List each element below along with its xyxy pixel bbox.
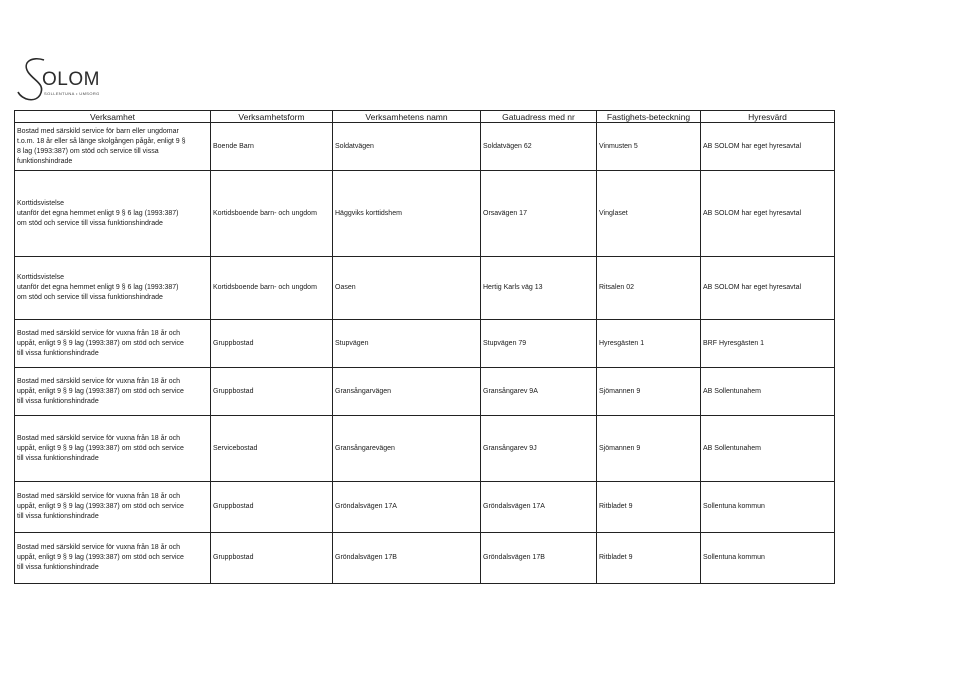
cell-gatuadress: Gransångarev 9A <box>481 368 597 416</box>
cell-verksamhet: Bostad med särskild service för barn eller ungdomar t.o.m. 18 år eller så länge skolgången pågår, enligt 9 § 8 lag (1993:387) om stöd och service till vissa funktionshindrade <box>15 123 211 171</box>
cell-verksamhet: Bostad med särskild service för vuxna från 18 år och uppåt, enligt 9 § 9 lag (1993:387) om stöd och service till vissa funktionshindrade <box>15 416 211 482</box>
cell-verksamhetsform: Gruppbostad <box>211 368 333 416</box>
cell-verksamhetens-namn: Gröndalsvägen 17B <box>333 533 481 584</box>
cell-verksamhet: Bostad med särskild service för vuxna från 18 år och uppåt, enligt 9 § 9 lag (1993:387) om stöd och service till vissa funktionshindrade <box>15 368 211 416</box>
cell-gatuadress: Orsavägen 17 <box>481 171 597 257</box>
cell-gatuadress: Hertig Karls väg 13 <box>481 257 597 320</box>
cell-fastighetsbeteckning: Ritbladet 9 <box>597 482 701 533</box>
col-header-verksamhet: Verksamhet <box>15 111 211 123</box>
cell-verksamhet: Korttidsvistelse utanför det egna hemmet enligt 9 § 6 lag (1993:387) om stöd och service till vissa funktionshindrade <box>15 257 211 320</box>
cell-verksamhetsform: Gruppbostad <box>211 482 333 533</box>
table-header-row <box>15 111 835 123</box>
col-header-verksamhetens-namn: Verksamhetens namn <box>333 111 481 123</box>
cell-fastighetsbeteckning: Ritsalen 02 <box>597 257 701 320</box>
table-row <box>15 368 835 416</box>
cell-verksamhetens-namn: Gransångarvägen <box>333 368 481 416</box>
cell-verksamhetens-namn: Oasen <box>333 257 481 320</box>
cell-verksamhetens-namn: Häggviks korttidshem <box>333 171 481 257</box>
table-row <box>15 533 835 584</box>
solom-logo <box>14 54 124 104</box>
cell-verksamhet: Bostad med särskild service för vuxna från 18 år och uppåt, enligt 9 § 9 lag (1993:387) om stöd och service till vissa funktionshindrade <box>15 533 211 584</box>
cell-gatuadress: Gröndalsvägen 17A <box>481 482 597 533</box>
table-row <box>15 171 835 257</box>
cell-gatuadress: Stupvägen 79 <box>481 320 597 368</box>
cell-hyresvard: AB SOLOM har eget hyresavtal <box>701 171 835 257</box>
cell-fastighetsbeteckning: Hyresgästen 1 <box>597 320 701 368</box>
cell-hyresvard: BRF Hyresgästen 1 <box>701 320 835 368</box>
cell-gatuadress: Soldatvägen 62 <box>481 123 597 171</box>
table-row <box>15 482 835 533</box>
logo-text: OLOM <box>42 69 100 90</box>
cell-gatuadress: Gransångarev 9J <box>481 416 597 482</box>
verksamheter-table <box>14 110 835 584</box>
cell-verksamhetens-namn: Gransångarevägen <box>333 416 481 482</box>
cell-hyresvard: Sollentuna kommun <box>701 482 835 533</box>
table-row <box>15 320 835 368</box>
cell-verksamhetsform: Boende Barn <box>211 123 333 171</box>
cell-verksamhetens-namn: Stupvägen <box>333 320 481 368</box>
cell-verksamhetens-namn: Gröndalsvägen 17A <box>333 482 481 533</box>
cell-verksamhet: Korttidsvistelse utanför det egna hemmet enligt 9 § 6 lag (1993:387) om stöd och service till vissa funktionshindrade <box>15 171 211 257</box>
cell-fastighetsbeteckning: Ritbladet 9 <box>597 533 701 584</box>
cell-fastighetsbeteckning: Vinmusten 5 <box>597 123 701 171</box>
cell-fastighetsbeteckning: Vinglaset <box>597 171 701 257</box>
cell-fastighetsbeteckning: Sjömannen 9 <box>597 368 701 416</box>
cell-verksamhetsform: Gruppbostad <box>211 320 333 368</box>
col-header-fastighetsbeteckning: Fastighets-beteckning <box>597 111 701 123</box>
cell-verksamhet: Bostad med särskild service för vuxna från 18 år och uppåt, enligt 9 § 9 lag (1993:387) om stöd och service till vissa funktionshindrade <box>15 320 211 368</box>
cell-hyresvard: Sollentuna kommun <box>701 533 835 584</box>
cell-hyresvard: AB Sollentunahem <box>701 416 835 482</box>
cell-verksamhetsform: Servicebostad <box>211 416 333 482</box>
col-header-hyresvard: Hyresvärd <box>701 111 835 123</box>
cell-verksamhetsform: Kortidsboende barn- och ungdom <box>211 257 333 320</box>
cell-hyresvard: AB SOLOM har eget hyresavtal <box>701 123 835 171</box>
col-header-gatuadress: Gatuadress med nr <box>481 111 597 123</box>
table-row <box>15 416 835 482</box>
cell-verksamhetens-namn: Soldatvägen <box>333 123 481 171</box>
cell-hyresvard: AB SOLOM har eget hyresavtal <box>701 257 835 320</box>
table-row <box>15 257 835 320</box>
cell-verksamhetsform: Gruppbostad <box>211 533 333 584</box>
cell-verksamhetsform: Kortidsboende barn- och ungdom <box>211 171 333 257</box>
col-header-verksamhetsform: Verksamhetsform <box>211 111 333 123</box>
table-row <box>15 123 835 171</box>
cell-hyresvard: AB Sollentunahem <box>701 368 835 416</box>
cell-gatuadress: Gröndalsvägen 17B <box>481 533 597 584</box>
cell-verksamhet: Bostad med särskild service för vuxna från 18 år och uppåt, enligt 9 § 9 lag (1993:387) om stöd och service till vissa funktionshindrade <box>15 482 211 533</box>
cell-fastighetsbeteckning: Sjömannen 9 <box>597 416 701 482</box>
logo-subtitle: SOLLENTUNA • UMSORG <box>44 91 100 96</box>
